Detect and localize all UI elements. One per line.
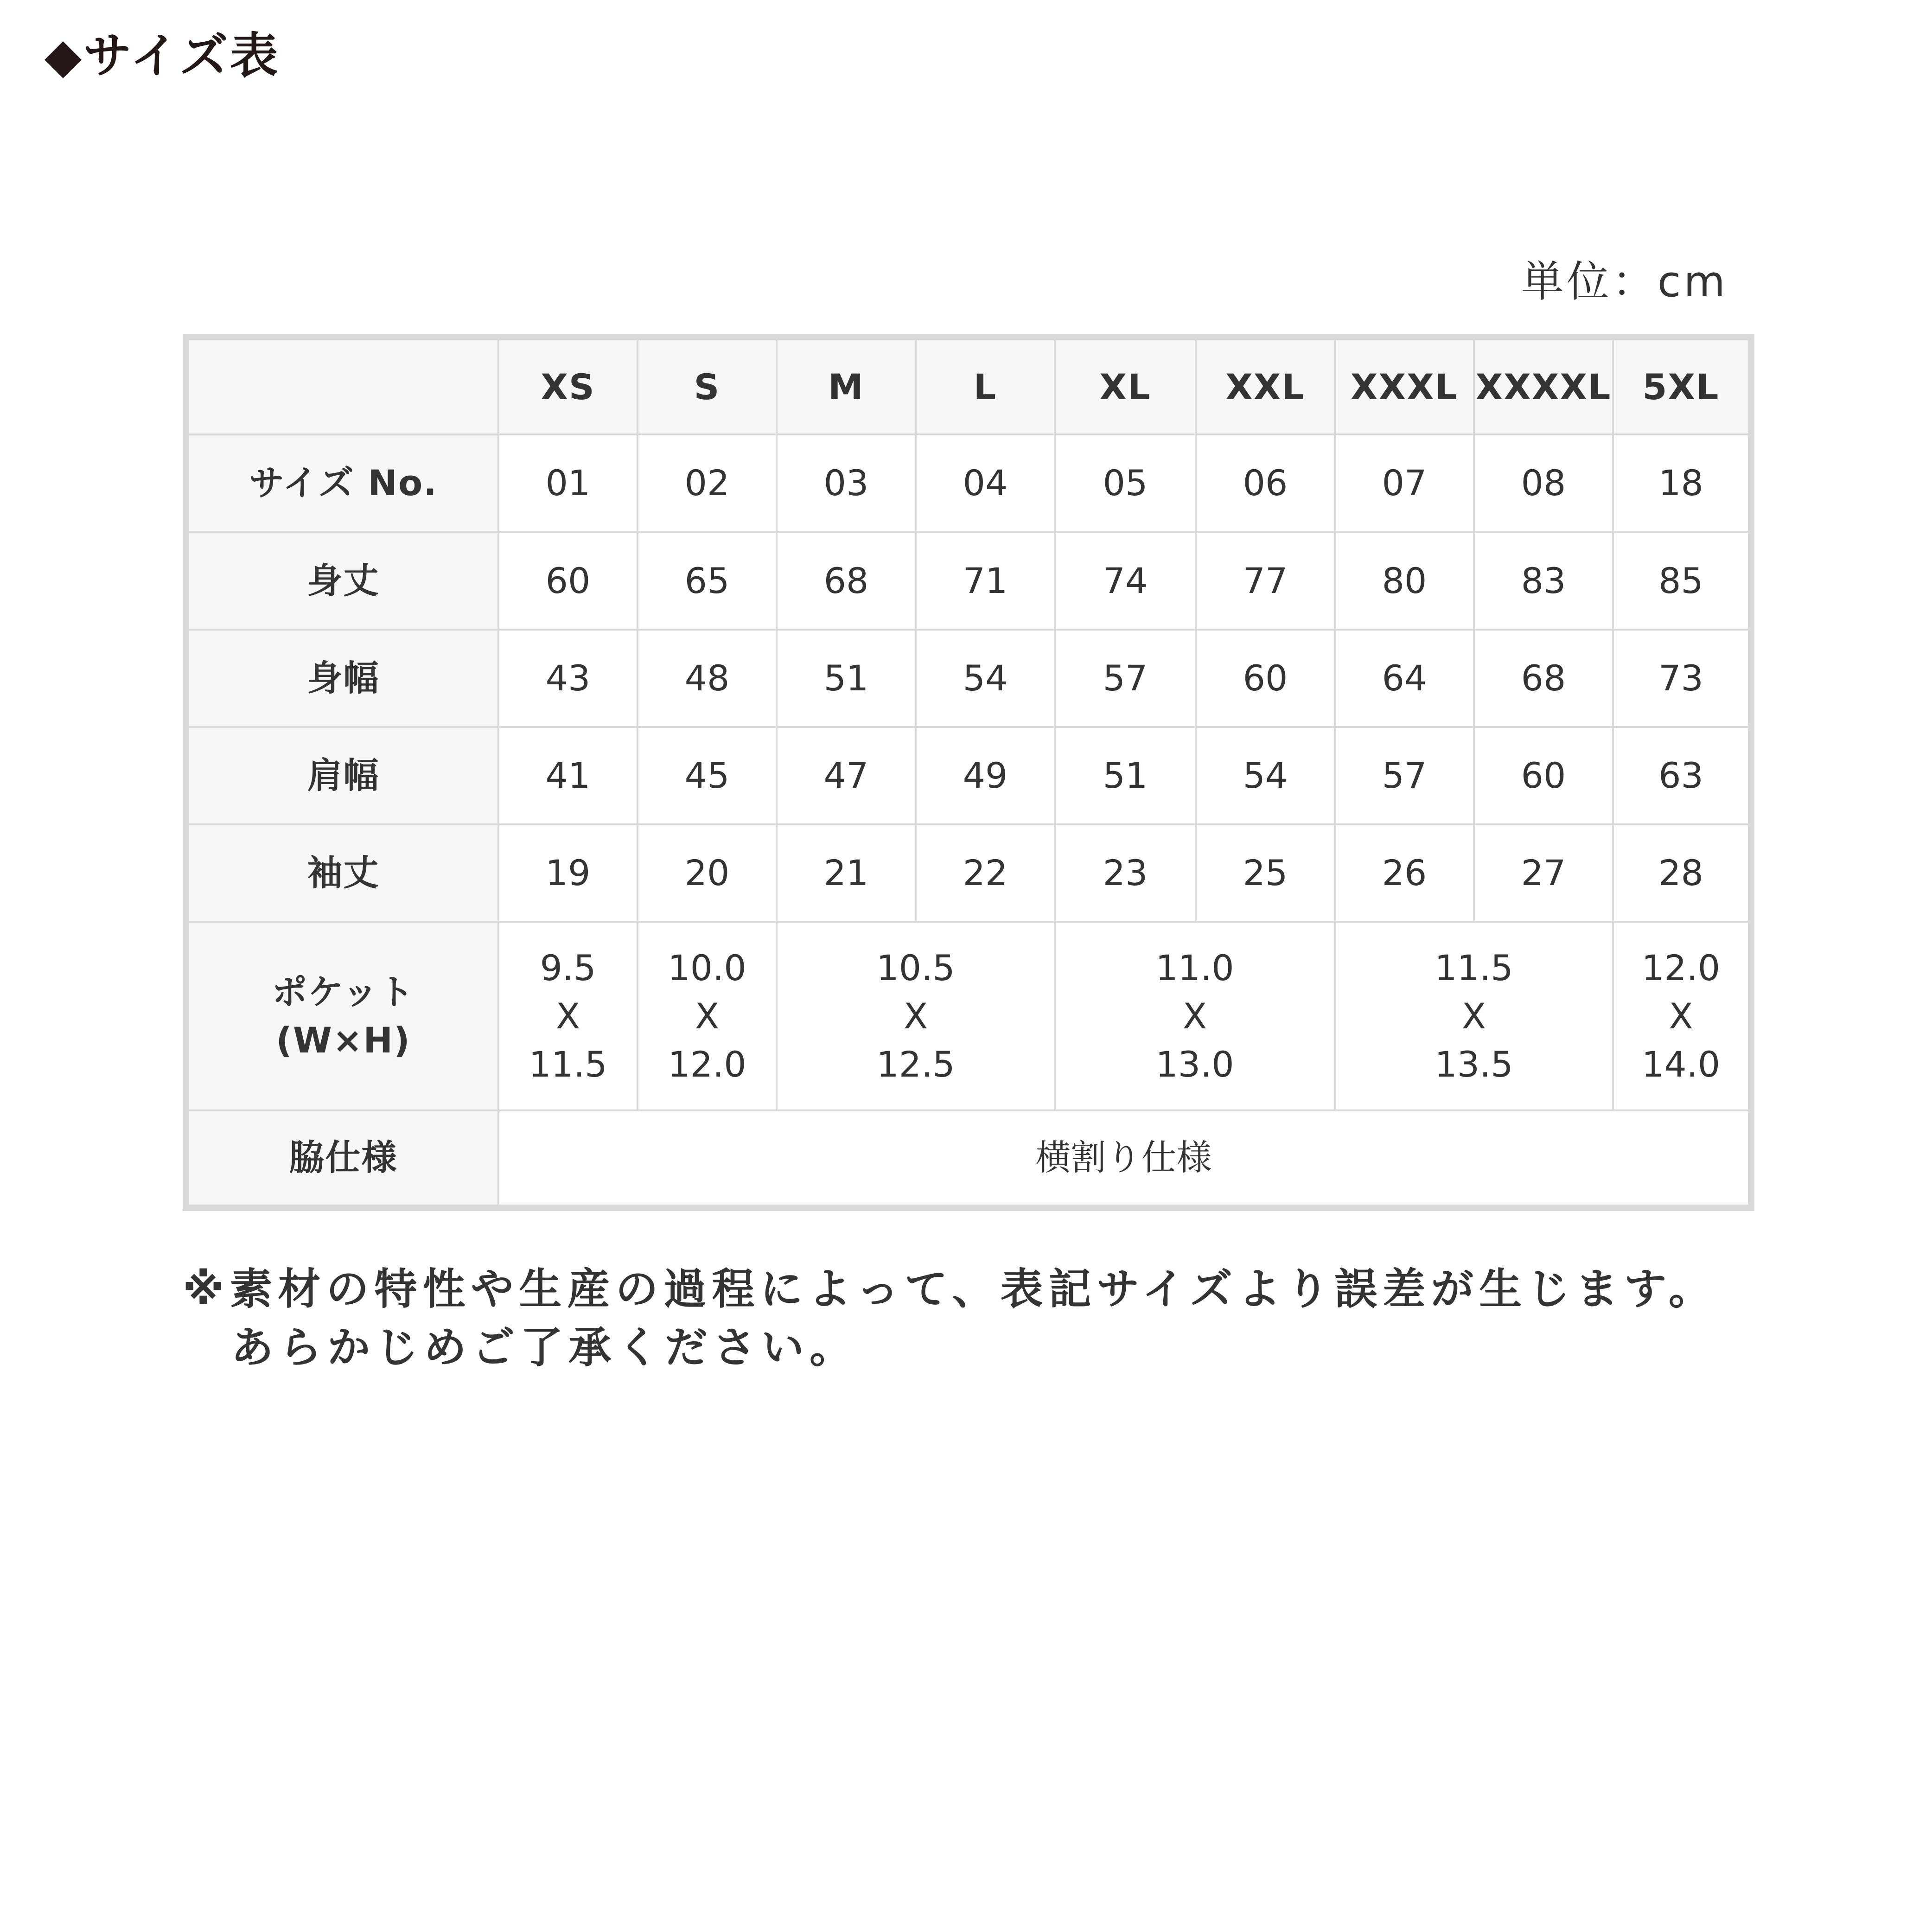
- row-label-pocket: [186, 922, 498, 1110]
- table-cell: 08: [1474, 434, 1613, 532]
- pocket-separator: X: [1669, 995, 1693, 1037]
- table-row-pocket: [186, 922, 1751, 1110]
- table-row-body-length: [186, 532, 1751, 629]
- pocket-width: 9.5: [540, 947, 596, 988]
- column-header: XS: [498, 337, 638, 434]
- pocket-cell: [1055, 922, 1335, 1110]
- side-spec-value: 横割り仕様: [498, 1110, 1751, 1208]
- pocket-cell: [1613, 922, 1751, 1110]
- table-row-body-width: [186, 630, 1751, 727]
- table-cell: 57: [1055, 630, 1196, 727]
- disclaimer-note: [183, 1260, 1717, 1377]
- table-cell: 20: [638, 824, 777, 922]
- pocket-cell: [1335, 922, 1613, 1110]
- table-cell: 57: [1335, 727, 1474, 824]
- table-cell: 27: [1474, 824, 1613, 922]
- row-label: 身丈: [186, 532, 498, 629]
- table-cell: 54: [916, 630, 1055, 727]
- table-cell: 07: [1335, 434, 1474, 532]
- table-cell: 03: [777, 434, 916, 532]
- note-line: あらかじめご了承ください。: [231, 1323, 858, 1372]
- column-header: 5XL: [1613, 337, 1751, 434]
- table-cell: 18: [1613, 434, 1751, 532]
- pocket-separator: X: [1461, 995, 1486, 1037]
- pocket-height: 12.0: [668, 1043, 746, 1085]
- table-cell: 80: [1335, 532, 1474, 629]
- pocket-cell: [498, 922, 638, 1110]
- table-cell: 41: [498, 727, 638, 824]
- pocket-height: 13.0: [1155, 1043, 1234, 1085]
- pocket-separator: X: [1182, 995, 1207, 1037]
- table-cell: 01: [498, 434, 638, 532]
- table-cell: 02: [638, 434, 777, 532]
- pocket-separator: X: [555, 995, 580, 1037]
- table-cell: 48: [638, 630, 777, 727]
- table-cell: 63: [1613, 727, 1751, 824]
- table-row-sleeve-length: [186, 824, 1751, 922]
- pocket-separator: X: [695, 995, 720, 1037]
- pocket-label-line: (W×H): [276, 1019, 411, 1061]
- table-cell: 51: [1055, 727, 1196, 824]
- row-label: サイズ No.: [186, 434, 498, 532]
- table-cell: 68: [777, 532, 916, 629]
- pocket-cell: [638, 922, 777, 1110]
- pocket-height: 11.5: [529, 1043, 607, 1085]
- pocket-separator: X: [903, 995, 928, 1037]
- table-cell: 19: [498, 824, 638, 922]
- table-cell: 60: [498, 532, 638, 629]
- table-cell: 06: [1196, 434, 1335, 532]
- page-title: ◆サイズ表: [45, 27, 280, 84]
- pocket-height: 12.5: [876, 1043, 955, 1085]
- row-label: 脇仕様: [186, 1110, 498, 1208]
- pocket-height: 13.5: [1435, 1043, 1513, 1085]
- table-cell: 23: [1055, 824, 1196, 922]
- pocket-width: 10.5: [876, 947, 955, 988]
- column-header: XXL: [1196, 337, 1335, 434]
- header-corner-cell: [186, 337, 498, 434]
- column-header: S: [638, 337, 777, 434]
- table-cell: 25: [1196, 824, 1335, 922]
- table-cell: 05: [1055, 434, 1196, 532]
- table-cell: 47: [777, 727, 916, 824]
- note-line: ※素材の特性や生産の過程によって、表記サイズより誤差が生じます。: [183, 1264, 1717, 1314]
- pocket-width: 12.0: [1641, 947, 1721, 988]
- table-row-size-no: [186, 434, 1751, 532]
- table-row-shoulder-width: [186, 727, 1751, 824]
- table-cell: 85: [1613, 532, 1751, 629]
- table-cell: 21: [777, 824, 916, 922]
- table-cell: 65: [638, 532, 777, 629]
- unit-label: 単位：cm: [1521, 257, 1728, 306]
- table-cell: 64: [1335, 630, 1474, 727]
- table-cell: 74: [1055, 532, 1196, 629]
- table-cell: 77: [1196, 532, 1335, 629]
- pocket-label-line: ポケット: [272, 971, 415, 1013]
- pocket-cell: [777, 922, 1055, 1110]
- pocket-height: 14.0: [1641, 1043, 1721, 1085]
- table-cell: 68: [1474, 630, 1613, 727]
- table-header-row: [186, 337, 1751, 434]
- column-header: M: [777, 337, 916, 434]
- row-label: 袖丈: [186, 824, 498, 922]
- table-cell: 22: [916, 824, 1055, 922]
- column-header: XXXL: [1335, 337, 1474, 434]
- table-cell: 26: [1335, 824, 1474, 922]
- table-cell: 45: [638, 727, 777, 824]
- table-row-side-spec: [186, 1110, 1751, 1208]
- column-header: XXXXL: [1474, 337, 1613, 434]
- column-header: L: [916, 337, 1055, 434]
- table-cell: 71: [916, 532, 1055, 629]
- table-cell: 60: [1196, 630, 1335, 727]
- pocket-width: 11.0: [1155, 947, 1234, 988]
- column-header: XL: [1055, 337, 1196, 434]
- row-label: 身幅: [186, 630, 498, 727]
- table-cell: 28: [1613, 824, 1751, 922]
- pocket-width: 11.5: [1435, 947, 1513, 988]
- row-label: 肩幅: [186, 727, 498, 824]
- table-cell: 54: [1196, 727, 1335, 824]
- size-table: [183, 334, 1754, 1211]
- table-cell: 73: [1613, 630, 1751, 727]
- table-cell: 83: [1474, 532, 1613, 629]
- table-cell: 04: [916, 434, 1055, 532]
- table-cell: 51: [777, 630, 916, 727]
- table-cell: 49: [916, 727, 1055, 824]
- pocket-width: 10.0: [668, 947, 746, 988]
- table-cell: 60: [1474, 727, 1613, 824]
- table-cell: 43: [498, 630, 638, 727]
